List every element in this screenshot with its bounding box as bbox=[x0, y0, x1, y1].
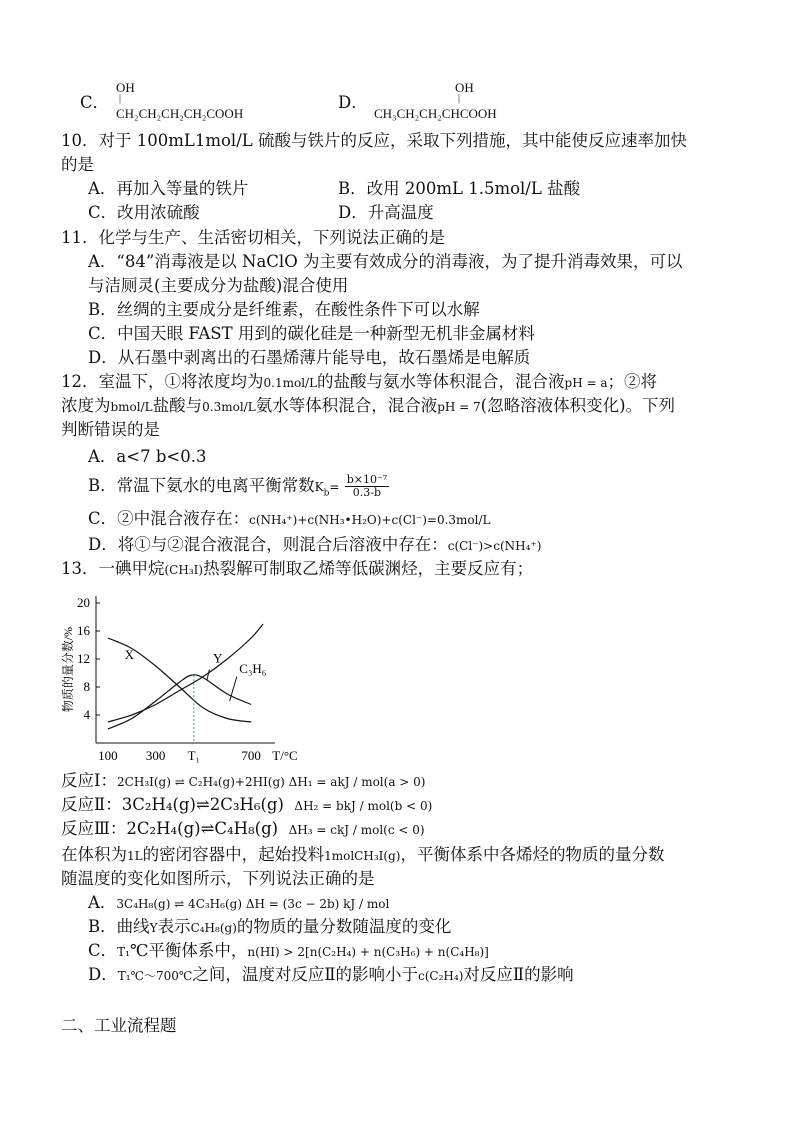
q11-option-b: B．丝绸的主要成分是纤维素，在酸性条件下可以水解 bbox=[88, 300, 480, 319]
q9-opt-d-letter: D． bbox=[338, 93, 368, 112]
q10-option-c: C．改用浓硫酸 bbox=[88, 203, 200, 222]
q12-option-b: B．常温下氨水的电离平衡常数$K_b=$ $\frac{\text{b×10⁻⁷}}{0.3-b}$ bbox=[88, 473, 388, 499]
q10-option-a: A．再加入等量的铁片 bbox=[88, 179, 249, 198]
q12-option-d: D．将①与②混合液混合，则混合后溶液中存在：c(Cl⁻)>c(NH₄⁺) bbox=[88, 535, 542, 554]
q11-option-d: D．从石墨中剥离出的石墨烯薄片能导电，故石墨烯是电解质 bbox=[88, 348, 531, 367]
q13-condition-line2: 随温度的变化如图所示，下列说法正确的是 bbox=[61, 869, 375, 888]
x-tick-label: 700 bbox=[241, 748, 261, 763]
y-tick-label: 12 bbox=[77, 651, 90, 666]
mole-fraction-chart bbox=[60, 588, 300, 768]
series-label: X bbox=[124, 647, 135, 662]
q13-stem: 13．一碘甲烷(CH₃I)热裂解可制取乙烯等低碳渊烃，主要反应有； bbox=[61, 559, 534, 578]
q11-option-a-line1: A．“84”消毒液是以 NaClO 为主要有效成分的消毒液，为了提升消毒效果，可以 bbox=[88, 252, 683, 271]
y-tick-label: 4 bbox=[83, 707, 90, 722]
series-label: C₃H₆ bbox=[239, 661, 267, 676]
q10-stem-line1: 10．对于 100mL1mol/L 硫酸与铁片的反应，采取下列措施，其中能使反应速率加快 bbox=[61, 131, 687, 150]
y-leader-line bbox=[207, 670, 209, 681]
q9-opt-d-oh: OH bbox=[455, 80, 474, 95]
q10-option-b: B．改用 200mL 1.5mol/L 盐酸 bbox=[338, 179, 581, 198]
q13-option-b: B．曲线Y表示C₄H₈(g)的物质的量分数随温度的变化 bbox=[88, 917, 452, 936]
q12-option-a: A．a<7 b<0.3 bbox=[88, 447, 207, 466]
q9-opt-c-bond: | bbox=[119, 93, 122, 104]
series-line bbox=[108, 675, 251, 729]
y-tick-label: 16 bbox=[77, 623, 90, 638]
section-heading: 二、工业流程题 bbox=[61, 1016, 177, 1035]
x-tick-label: 300 bbox=[145, 748, 166, 763]
y-axis-label: 物质的量分数/% bbox=[61, 626, 75, 713]
q13-reaction-2: 反应Ⅱ：3C₂H₄(g)⇌2C₃H₆(g) ΔH₂ = bkJ / mol(b < 0) bbox=[61, 795, 433, 814]
q12-kb-fraction: $\frac{\text{b×10⁻⁷}}{0.3-b}$ bbox=[346, 473, 388, 499]
q9-opt-c-letter: C． bbox=[80, 93, 110, 112]
q12-stem-line1: 12．室温下，①将浓度均为0.1mol/L的盐酸与氨水等体积混合，混合液pH = a；②将 bbox=[61, 372, 658, 391]
y-tick-label: 8 bbox=[83, 679, 90, 694]
q13-option-a: A．3C₄H₈(g) ⇌ 4C₃H₆(g) ΔH = (3c − 2b) kJ / mol bbox=[88, 893, 390, 912]
q9-opt-c-oh: OH bbox=[116, 80, 135, 95]
chart-lines bbox=[108, 624, 263, 743]
q10-option-d: D．升高温度 bbox=[338, 203, 434, 222]
q13-reaction-1: 反应Ⅰ：2CH₃I(g) ⇌ C₂H₄(g)+2HI(g) ΔH₁ = akJ / mol(a > 0) bbox=[61, 771, 426, 790]
q12-stem-line3: 判断错误的是 bbox=[61, 420, 160, 439]
q10-stem-line2: 的是 bbox=[61, 155, 94, 174]
q13-option-c: C．T₁℃平衡体系中，n(HI) > 2[n(C₂H₄) + n(C₃H₆) + n(C₄H₈)] bbox=[88, 941, 489, 960]
q11-option-a-line2: 与洁厕灵(主要成分为盐酸)混合使用 bbox=[88, 276, 349, 295]
q11-stem: 11．化学与生产、生活密切相关，下列说法正确的是 bbox=[61, 228, 445, 247]
series-label: Y bbox=[212, 650, 223, 666]
q11-option-c: C．中国天眼 FAST 用到的碳化硅是一种新型无机非金属材料 bbox=[88, 324, 535, 343]
q9-opt-c-chain: CH₂CH₂CH₂CH₂COOH bbox=[116, 106, 244, 121]
q13-condition-line1: 在体积为1L的密闭容器中，起始投料1molCH₃I(g)，平衡体系中各烯烃的物质的量分数 bbox=[61, 845, 665, 864]
q9-opt-d-bond: | bbox=[458, 93, 461, 104]
q12-stem-line2: 浓度为bmol/L盐酸与0.3mol/L氨水等体积混合，混合液pH = 7(忽略溶液体积变化)。下列 bbox=[61, 396, 676, 415]
x-axis-label: T/°C bbox=[272, 748, 298, 763]
q9-opt-d-chain: CH₃CH₂CH₂CHCOOH bbox=[374, 106, 497, 121]
y-tick-label: 20 bbox=[77, 595, 90, 610]
q13-reaction-3: 反应Ⅲ：2C₂H₄(g)⇌C₄H₈(g) ΔH₃ = ckJ / mol(c < 0) bbox=[61, 819, 425, 838]
q13-option-d: D．T₁℃～700℃之间，温度对反应Ⅱ的影响小于c(C₂H₄)对反应Ⅱ的影响 bbox=[88, 965, 574, 984]
x-tick-label: 100 bbox=[98, 748, 118, 763]
q12-option-c: C．②中混合液存在：c(NH₄⁺)+c(NH₃•H₂O)+c(Cl⁻)=0.3mol/L bbox=[88, 509, 491, 528]
x-tick-label: T₁ bbox=[187, 748, 201, 763]
